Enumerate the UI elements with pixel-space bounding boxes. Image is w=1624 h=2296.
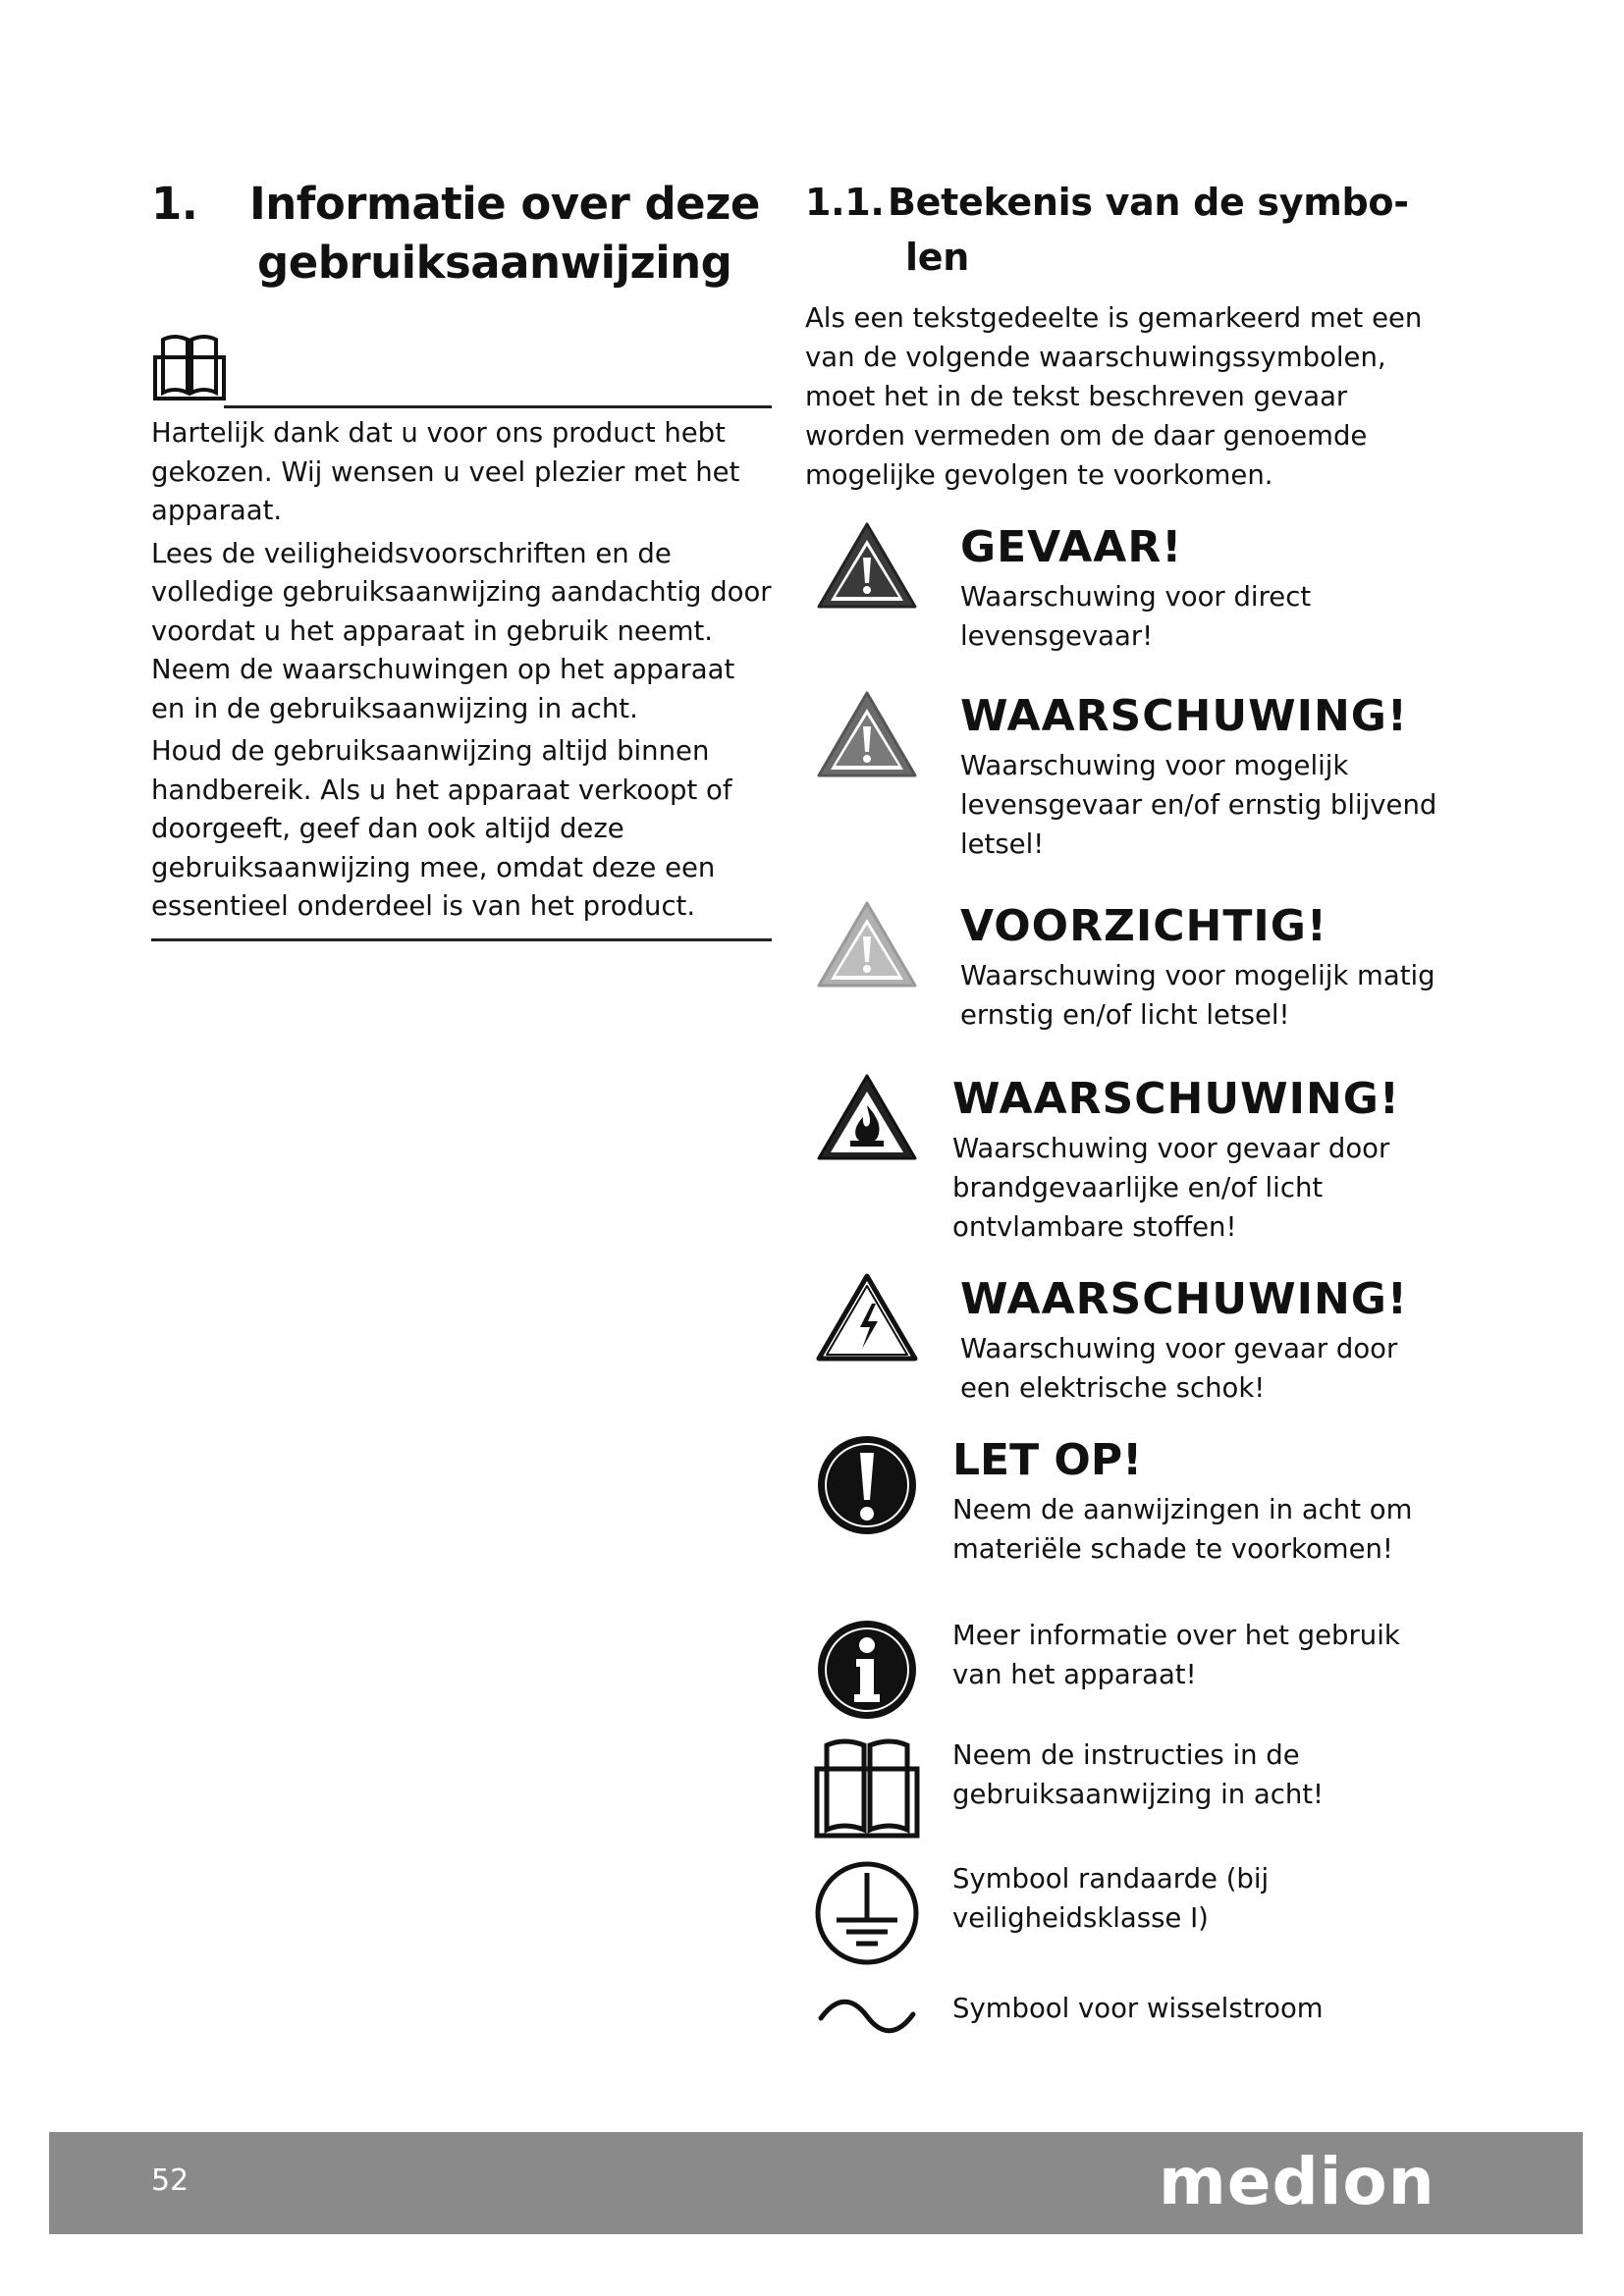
section-title-line1: Informatie over deze [249,178,760,230]
intro-text [151,414,772,927]
exclamation-circle-icon [813,1431,921,1539]
subsection-title-line2: len [905,236,969,279]
footer-rule [151,938,772,941]
section-number: 1. [151,178,198,230]
symbol-description: Waarschuwing voor direct levensgevaar! [960,581,1312,652]
symbol-description: Waarschuwing voor mogelijk levensgevaar en/of ernstig blijvend letsel! [960,750,1437,860]
symbol-description: Meer informatie over het gebruik van het apparaat! [952,1620,1400,1690]
signal-word-warning: WAARSCHUWING! [952,1074,1400,1124]
symbol-description: Symbool randaarde (bij veiligheidsklasse I) [952,1863,1270,1934]
manual-header-row [151,332,772,414]
signal-word-attention: LET OP! [952,1435,1143,1485]
symbol-description: Neem de instructies in de gebruiksaanwijzing in acht! [952,1739,1325,1810]
warning-triangle-dark-icon [813,518,921,613]
subsection-title-line1: Betekenis van de symbo- [888,181,1409,224]
protective-earth-icon [813,1859,921,1967]
paragraph-keep-manual: Houd de gebruiksaanwijzing altijd binnen handbereik. Als u het apparaat verkoopt of doorgeeft, geef dan ook altijd deze gebruiksaanwijzing mee, omdat deze een essentieel onderdeel is van het product. [151,735,732,922]
section-heading [151,175,772,293]
section-information [151,175,772,941]
symbol-description: Waarschuwing voor gevaar door brandgevaarlijke en/of licht ontvlambare stoffen! [952,1133,1390,1243]
warning-triangle-light-icon [813,897,921,991]
symbol-description: Neem de aanwijzingen in acht om materiële schade te voorkomen! [952,1494,1413,1565]
header-rule [224,405,772,408]
symbol-description: Waarschuwing voor mogelijk matig ernstig en/of licht letsel! [960,960,1435,1031]
alternating-current-icon [813,1989,921,2048]
symbol-description: Symbool voor wisselstroom [952,1993,1324,2024]
electric-shock-warning-icon [813,1270,921,1364]
page-number: 52 [151,2163,189,2198]
book-icon [151,332,228,402]
signal-word-caution: VOORZICHTIG! [960,901,1327,951]
flammable-warning-icon [813,1070,921,1164]
warning-triangle-medium-icon [813,687,921,781]
signal-word-danger: GEVAAR! [960,522,1183,572]
signal-word-warning: WAARSCHUWING! [960,1274,1408,1324]
signal-word-warning: WAARSCHUWING! [960,691,1408,741]
section-title-line2: gebruiksaanwijzing [257,237,732,289]
manual-book-icon [813,1735,921,1842]
subsection-intro: Als een tekstgedeelte is gemarkeerd met een van de volgende waarschuwingssymbolen, moet het in de tekst beschreven gevaar worden vermeden om de daar genoemde mogelijke gevolgen te voorkomen. [805,302,1423,491]
symbol-description: Waarschuwing voor gevaar door een elektrische schok! [960,1333,1398,1404]
paragraph-thanks: Hartelijk dank dat u voor ons product hebt gekozen. Wij wensen u veel plezier met het apparaat. [151,417,740,526]
symbol-list [813,0,1441,2120]
info-circle-icon [813,1616,921,1724]
paragraph-read-instructions: Lees de veiligheidsvoorschriften en de volledige gebruiksaanwijzing aandachtig door voordat u het apparaat in gebruik neemt. Neem de waarschuwingen op het apparaat en in de gebruiksaanwijzing in acht. [151,537,772,724]
page-footer [49,2132,1583,2234]
subsection-number: 1.1. [805,181,885,224]
brand-logo: medion [1159,2144,1435,2219]
